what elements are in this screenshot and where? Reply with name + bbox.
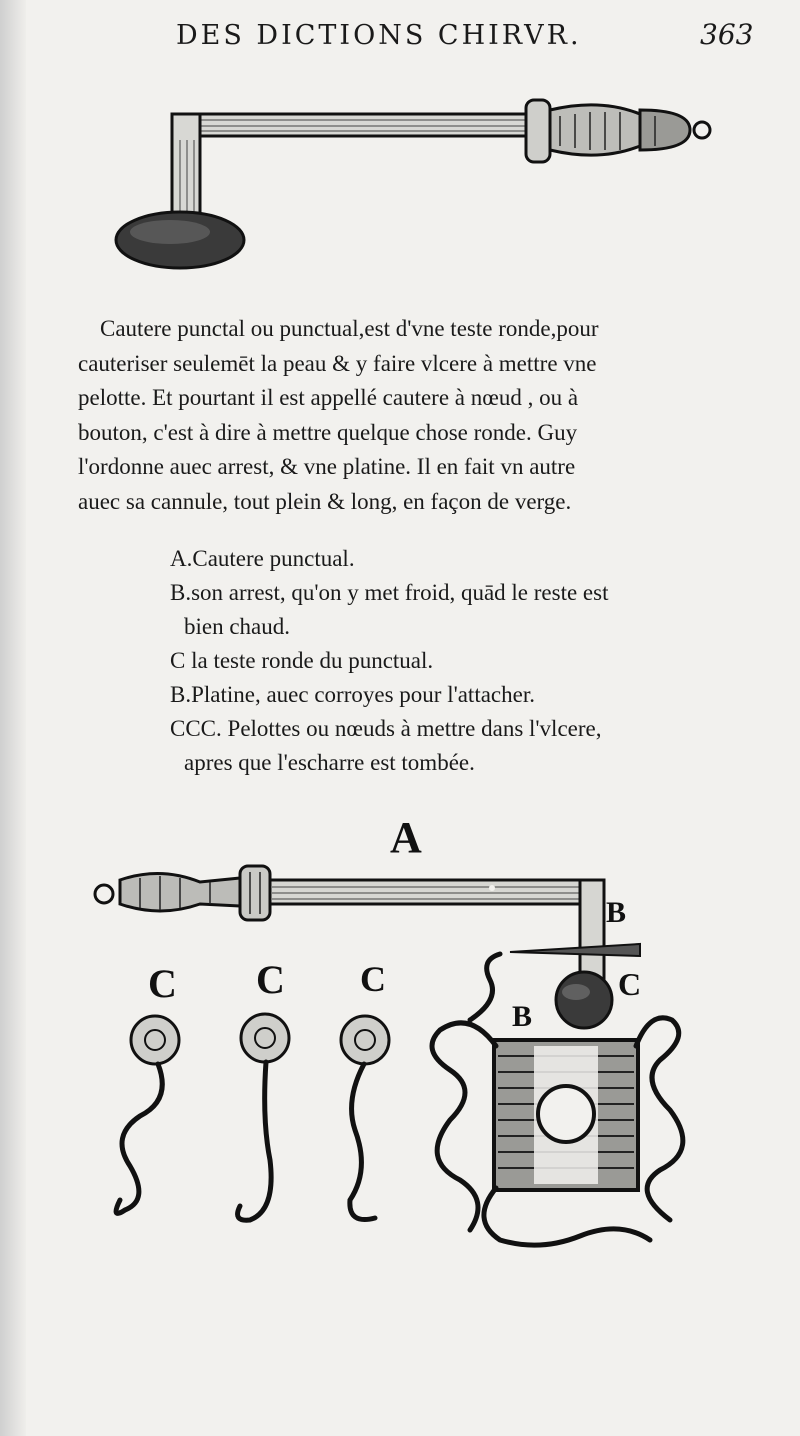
legend-line: B.Platine, auec corroyes pour l'attacher. <box>170 682 535 707</box>
cautery-illustration-top <box>0 80 800 280</box>
figure-legend <box>170 542 750 780</box>
paragraph-line: bouton, c'est à dire à mettre quelque chose ronde. Guy <box>78 419 578 445</box>
legend-line: CCC. Pelottes ou nœuds à mettre dans l'vlcere, <box>170 716 602 741</box>
paragraph-line: cauteriser seulemēt la peau & y faire vlcere à mettre vne <box>78 350 597 376</box>
legend-line: C la teste ronde du punctual. <box>170 648 434 673</box>
paragraph-line: auec sa cannule, tout plein & long, en façon de verge. <box>78 488 572 514</box>
figure-label-c-head: C <box>618 966 642 1002</box>
figure-label-c-pellet-1: C <box>148 961 177 1006</box>
figure-label-c-pellet-3: C <box>360 959 386 999</box>
figure-label-c-pellet-2: C <box>256 957 285 1002</box>
cautery-illustration-bottom <box>0 860 800 1260</box>
figure-label-a: A <box>390 813 422 862</box>
figure-label-b-arrest: B <box>606 896 627 929</box>
legend-line: B.son arrest, qu'on y met froid, quād le reste est <box>170 580 609 605</box>
paragraph-line: pelotte. Et pourtant il est appellé cautere à nœud , ou à <box>78 385 579 410</box>
description-paragraph <box>78 312 748 519</box>
legend-line: A.Cautere punctual. <box>170 546 355 571</box>
running-head: DES DICTIONS CHIRVR. <box>176 20 582 51</box>
legend-line: bien chaud. <box>184 614 291 639</box>
page-number: 363 <box>700 18 754 51</box>
figure-label-b-platine: B <box>512 1000 533 1033</box>
legend-line: apres que l'escharre est tombée. <box>184 750 475 775</box>
paragraph-line: Cautere punctal ou punctual,est d'vne teste ronde,pour <box>100 316 599 341</box>
paragraph-line: l'ordonne auec arrest, & vne platine. Il en fait vn autre <box>78 454 576 479</box>
